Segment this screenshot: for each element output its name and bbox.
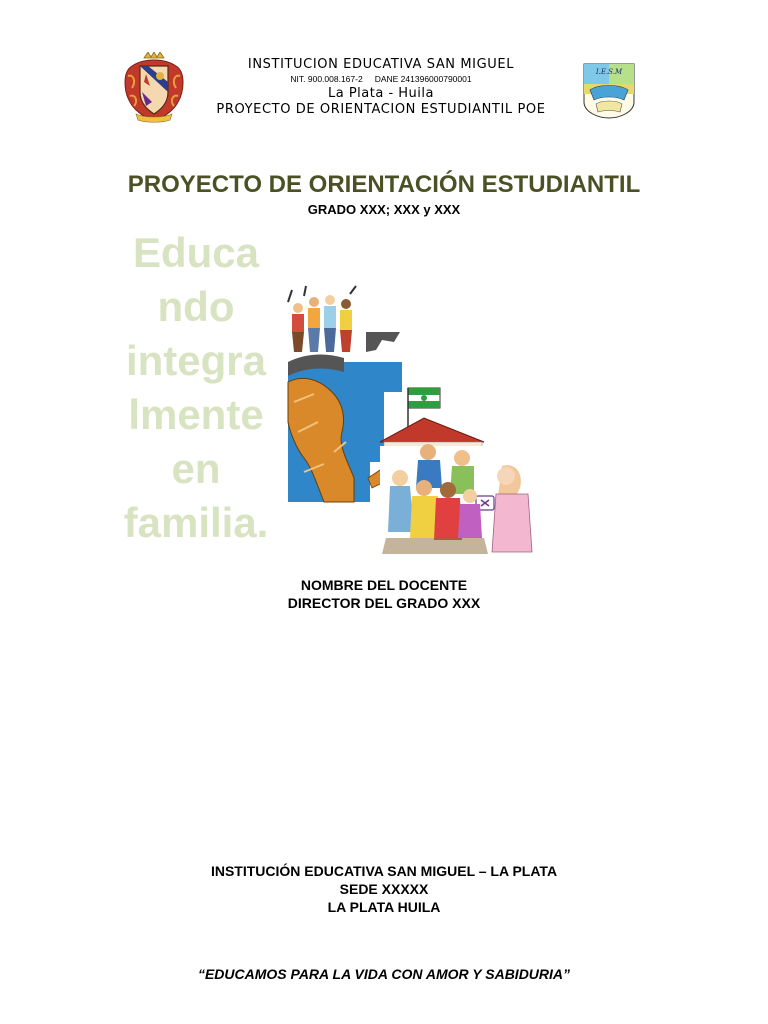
teacher-role: DIRECTOR DEL GRADO XXX xyxy=(287,595,481,611)
slogan-line: ndo xyxy=(157,283,235,330)
teacher-name: NOMBRE DEL DOCENTE xyxy=(300,577,468,593)
family-education-collage xyxy=(284,282,540,562)
slogan xyxy=(110,226,282,550)
footer-sede: SEDE XXXXX xyxy=(339,881,429,897)
teacher-block xyxy=(0,576,768,612)
slogan-line: en xyxy=(171,445,221,492)
institution-name: INSTITUCION EDUCATIVA SAN MIGUEL xyxy=(247,57,515,72)
school-crest-logo xyxy=(122,52,186,124)
iesm-logo xyxy=(580,60,638,120)
grade-line: GRADO XXX; XXX y XXX xyxy=(307,202,461,217)
footer-city: LA PLATA HUILA xyxy=(327,899,441,915)
iesm-logo-text: I.E.S.M xyxy=(595,68,623,76)
page-title: PROYECTO DE ORIENTACIÓN ESTUDIANTIL xyxy=(127,171,641,198)
slogan-line: Educa xyxy=(132,229,260,276)
letterhead xyxy=(190,57,572,118)
project-name: PROYECTO DE ORIENTACION ESTUDIANTIL POE xyxy=(216,102,546,117)
institution-ids xyxy=(190,73,572,86)
institution-footer xyxy=(0,862,768,916)
institution-motto: “EDUCAMOS PARA LA VIDA CON AMOR Y SABIDURIA” xyxy=(197,966,571,982)
footer-institution: INSTITUCIÓN EDUCATIVA SAN MIGUEL – LA PLATA xyxy=(210,863,558,879)
dane-number: DANE 241396000790001 xyxy=(374,74,472,84)
children-group-illustration xyxy=(288,286,356,352)
institution-city: La Plata - Huila xyxy=(328,86,434,101)
slogan-line: lmente xyxy=(128,391,264,438)
teacher-and-students-illustration xyxy=(380,444,540,562)
nit-number: NIT. 900.008.167-2 xyxy=(290,74,363,84)
slogan-line: integra xyxy=(125,337,267,384)
slogan-line: familia. xyxy=(123,499,269,546)
school-building-illustration xyxy=(380,388,484,452)
